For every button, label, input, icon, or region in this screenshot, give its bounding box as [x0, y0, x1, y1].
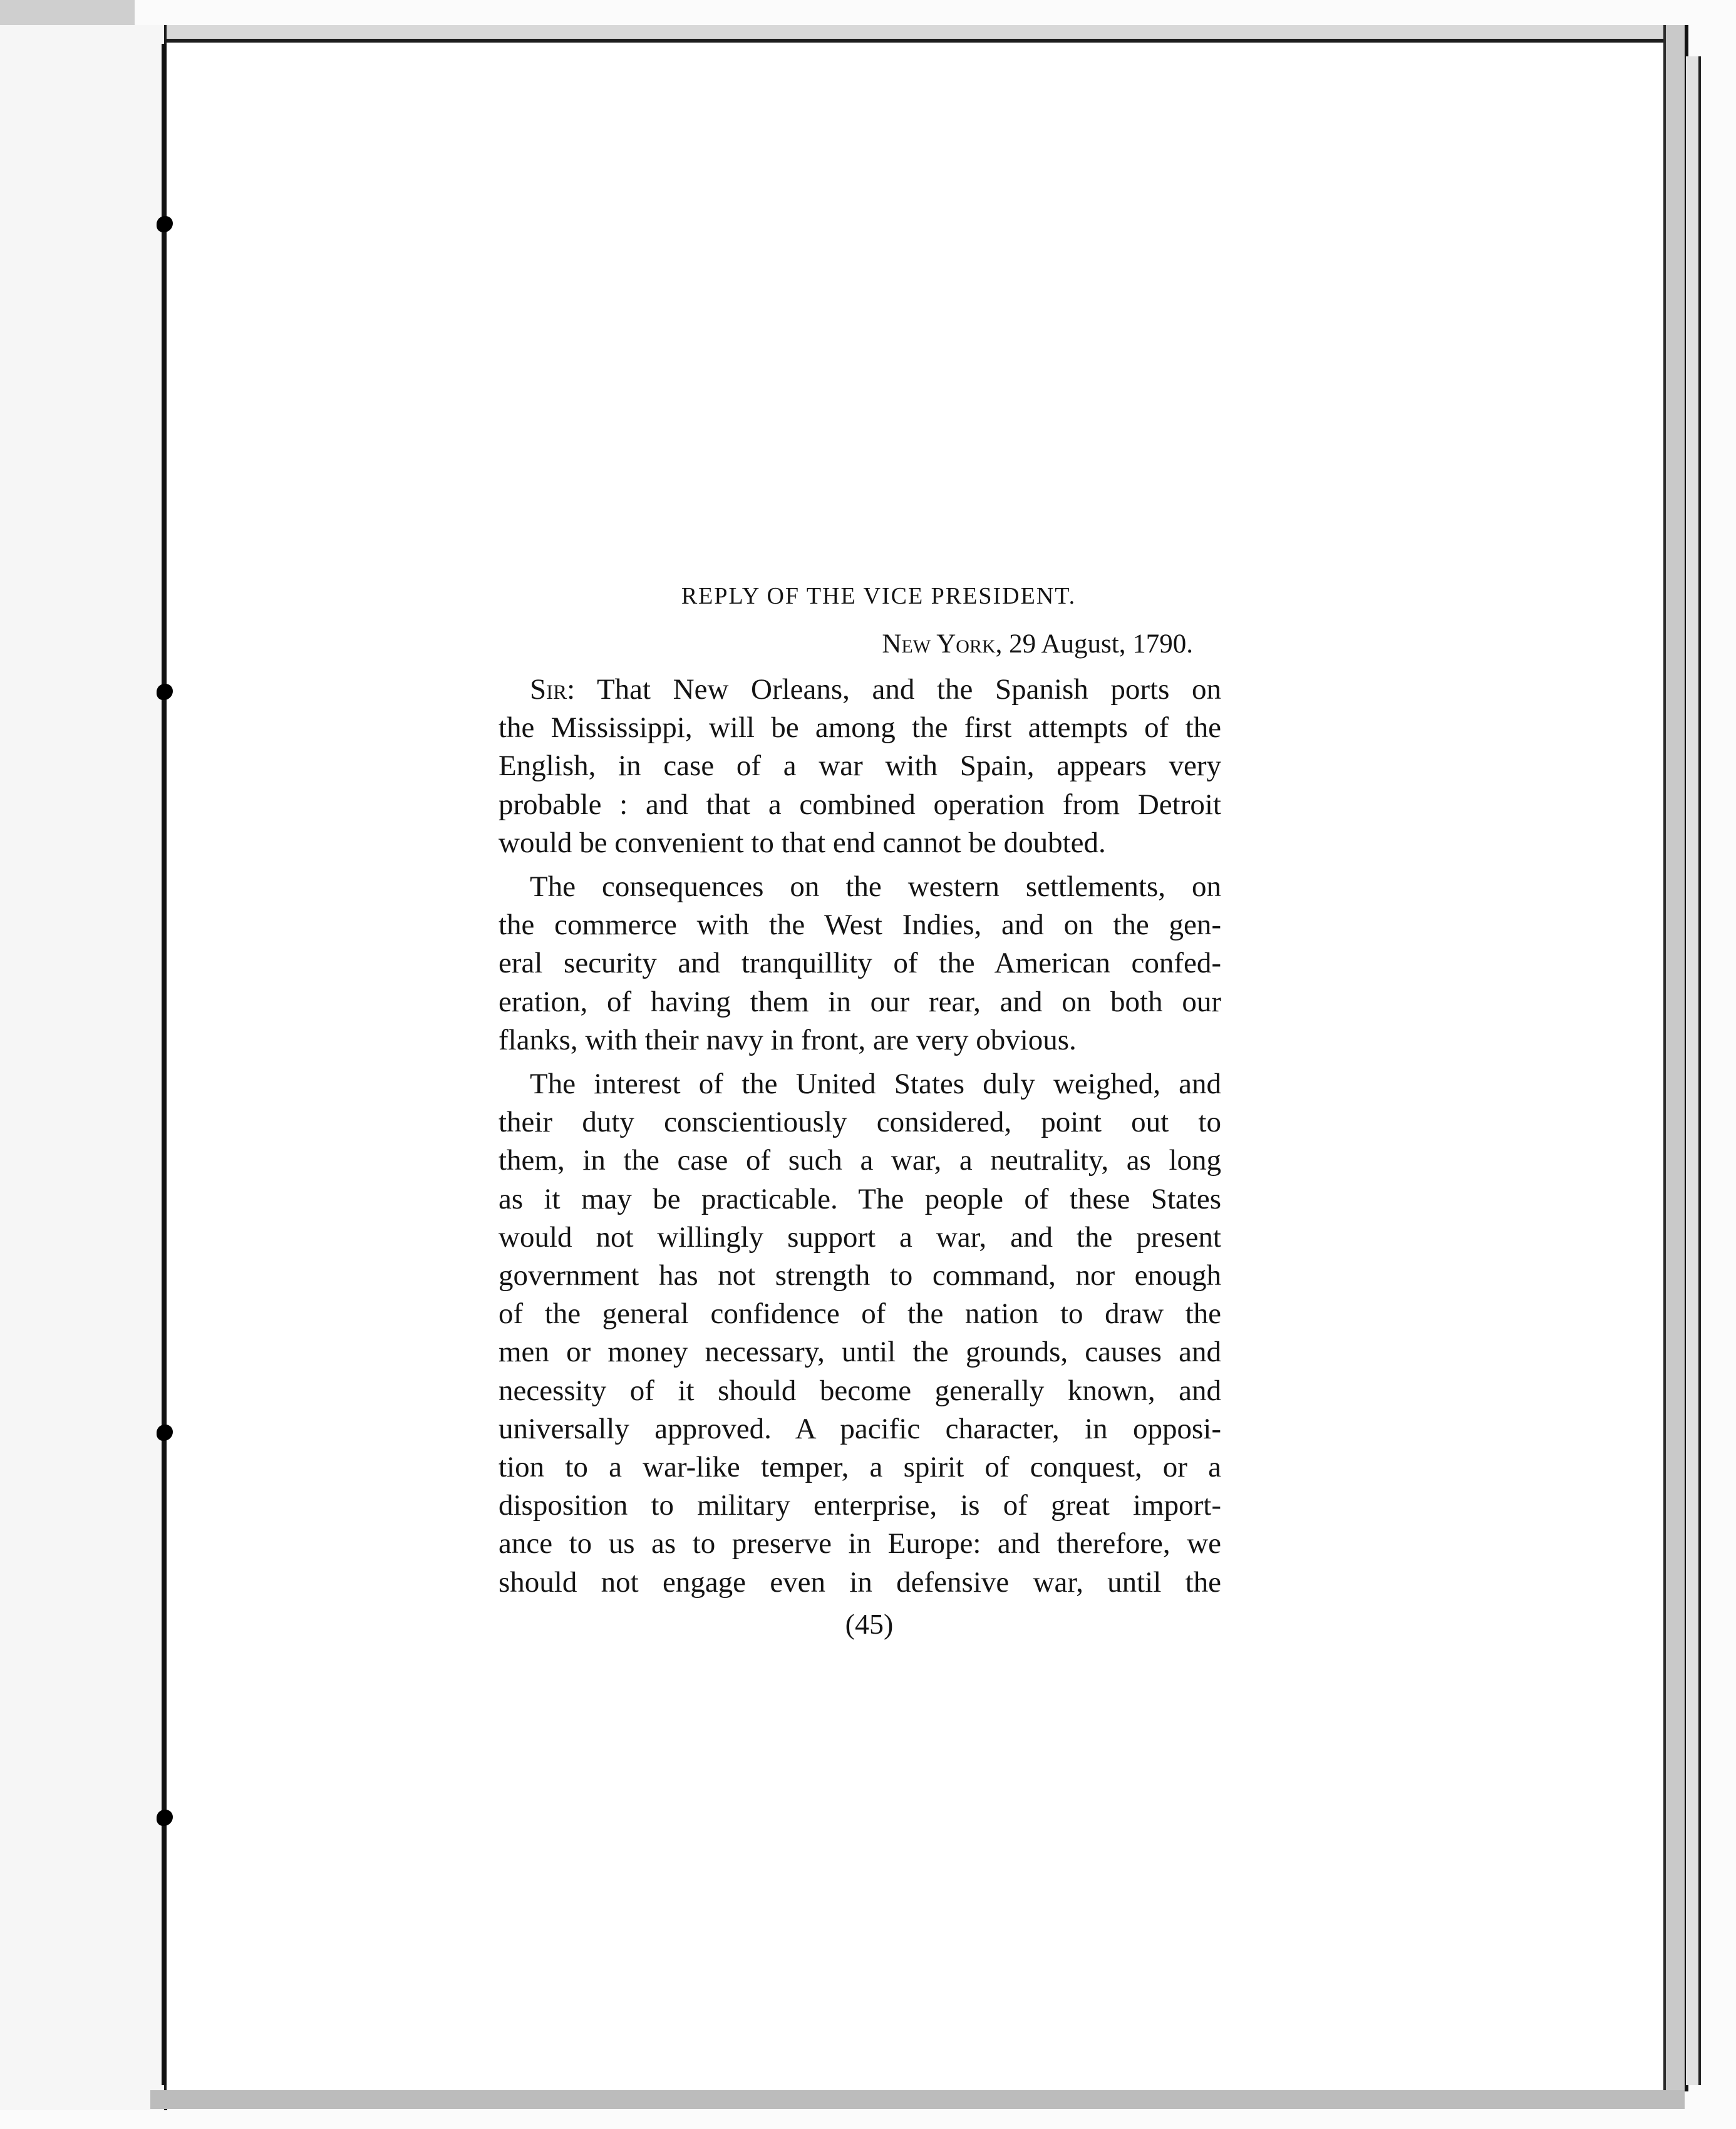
dateline-place: New York, — [882, 629, 1003, 659]
text-line: eration, of having them in our rear, and on both our — [499, 985, 1221, 1018]
right-page-edge-outer — [1686, 56, 1701, 2085]
paragraph-3 — [499, 1065, 1221, 1602]
text-line: probable : and that a combined operation from Detroit — [499, 788, 1221, 821]
text-line: The interest of the United States duly weighed, and — [530, 1068, 1221, 1101]
text-line: men or money necessary, until the grounds, causes and — [499, 1336, 1221, 1369]
text-line: would be convenient to that end cannot be doubted. — [499, 826, 1106, 859]
text-line: ance to us as to preserve in Europe: and therefore, we — [499, 1527, 1221, 1560]
text-line: eral security and tranquillity of the American confed- — [499, 947, 1221, 980]
text-line: The consequences on the western settlements, on — [530, 870, 1221, 904]
text-line: English, in case of a war with Spain, appears very — [499, 750, 1221, 783]
text-line: would not willingly support a war, and the present — [499, 1220, 1221, 1254]
text-line: their duty conscientiously considered, point out to — [499, 1106, 1221, 1139]
salutation: Sir: — [530, 673, 576, 706]
text-line: as it may be practicable. The people of these States — [499, 1182, 1221, 1215]
text-line: disposition to military enterprise, is of great import- — [499, 1489, 1221, 1522]
dateline-date: 29 August, 1790. — [1009, 629, 1193, 659]
dateline — [499, 629, 1221, 659]
text-line: the commerce with the West Indies, and on the gen- — [499, 909, 1221, 942]
left-facing-page — [0, 25, 167, 2110]
bottom-page-edge — [150, 2090, 1685, 2109]
text-line: tion to a war-like temper, a spirit of conquest, or a — [499, 1451, 1221, 1484]
binding-gutter — [162, 44, 167, 2085]
page-number: (45) — [845, 1607, 894, 1640]
text-line: Sir: That New Orleans, and the Spanish ports on — [530, 673, 1221, 706]
paragraph-1 — [499, 671, 1221, 862]
text-line: flanks, with their navy in front, are very obvious. — [499, 1023, 1077, 1056]
text-line: of the general confidence of the nation to draw the — [499, 1297, 1221, 1331]
right-page-edge — [1663, 25, 1688, 2091]
text-line: them, in the case of such a war, a neutrality, as long — [499, 1144, 1221, 1177]
text-line: the Mississippi, will be among the first attempts of the — [499, 711, 1221, 745]
text-line: universally approved. A pacific character, in opposi- — [499, 1412, 1221, 1445]
letter-heading: REPLY OF THE VICE PRESIDENT. — [681, 583, 1077, 609]
text-line: should not engage even in defensive war, until the — [499, 1565, 1221, 1599]
paragraph-2 — [499, 868, 1221, 1059]
text-block — [499, 582, 1221, 1641]
text-line: government has not strength to command, nor enough — [499, 1259, 1221, 1292]
text-line: necessity of it should become generally known, and — [499, 1374, 1221, 1407]
